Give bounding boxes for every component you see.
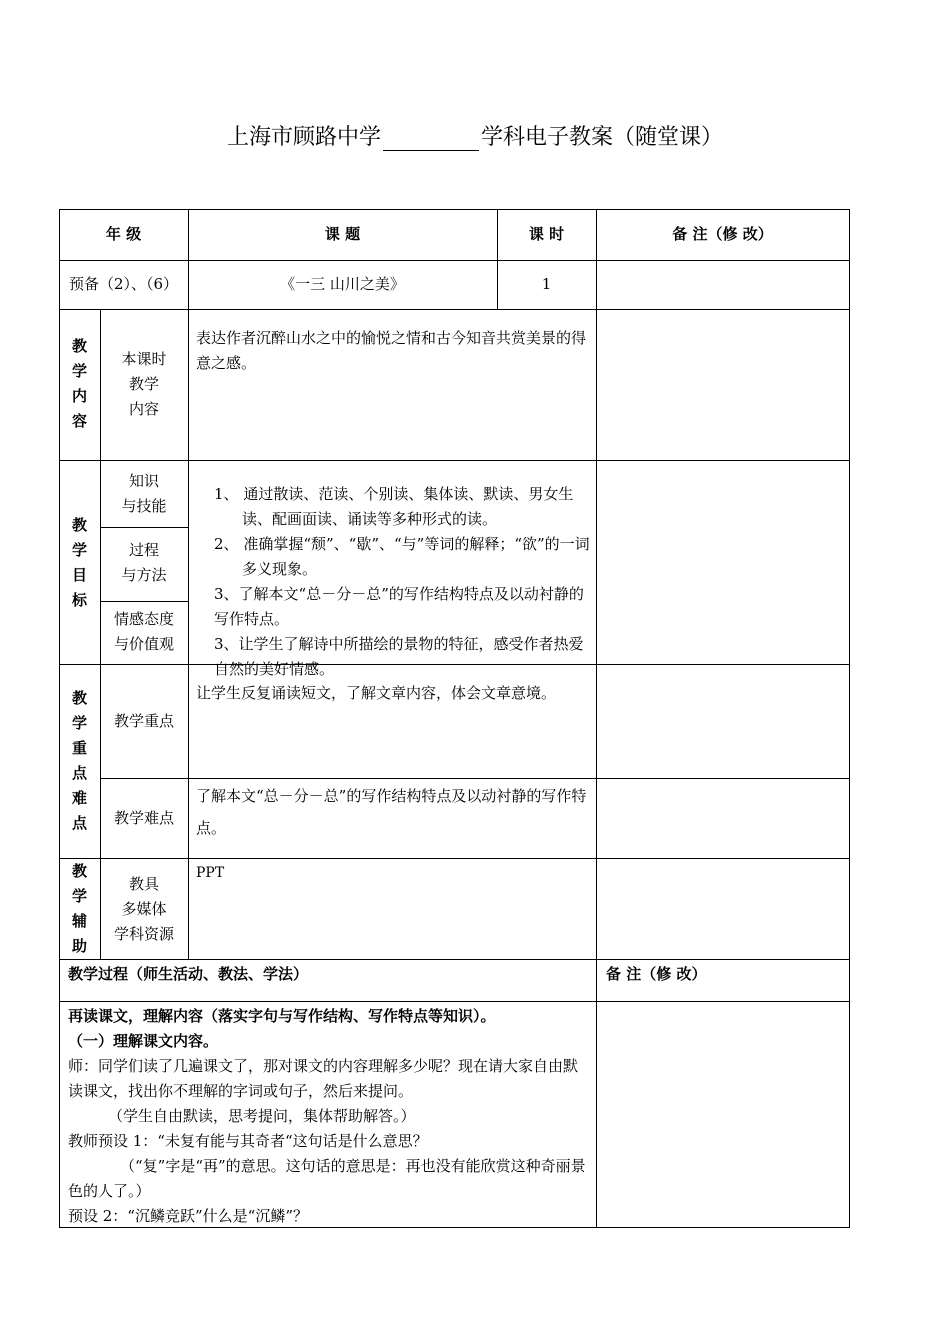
title-suffix: 学科电子教案（随堂课） [481,125,724,150]
aids-group-label: 教 学 辅 助 [71,862,87,955]
process-line: 教师预设 1：“未复有能与其奇者“这句话是什么意思？ [68,1132,428,1150]
process-line: （“复”字是“再”的意思。这句话的意思是：再也没有能欣赏这种奇丽景色的人了。） [68,1157,586,1200]
difficult-point-label: 教学难点 [113,808,174,827]
difficult-point-text: 了解本文“总－分－总”的写作结构特点及以动衬静的写作特点。 [196,787,587,837]
title-prefix: 上海市顾路中学 [226,125,381,150]
content-group-label: 教 学 内 容 [71,337,87,430]
topic-value: 《一三 山川之美》 [280,275,405,293]
process-body [68,1004,590,1229]
period-value: 1 [541,275,552,293]
process-line: 再读课文，理解内容（落实字句与写作结构、写作特点等知识）。 [68,1007,496,1025]
goal-item: 3、了解本文“总－分－总”的写作结构特点及以动衬静的写作特点。 [214,585,584,628]
process-line: 师：同学们读了几遍课文了，那对课文的内容理解多少呢？现在请大家自由默读课文，找出你不理解的字词或句子，然后来提问。 [68,1057,579,1100]
goal-list [192,482,592,678]
goals-group-label: 教 学 目 标 [71,516,87,609]
goal-label-process: 过程 与方法 [121,541,167,584]
keypoints-group-label: 教 学 重 点 难 点 [71,689,87,832]
aids-text: PPT [196,865,225,881]
header-topic: 课 题 [324,225,361,243]
content-label: 本课时 教学 内容 [121,350,167,418]
process-line: 预设 2：“沉鳞竞跃”什么是“沉鳞”？ [68,1207,308,1225]
goal-label-knowledge: 知识 与技能 [121,472,167,515]
process-line: （学生自由默读，思考提问，集体帮助解答。） [108,1107,416,1125]
title-subject-blank [383,128,479,151]
header-notes: 备 注（修 改） [672,225,773,243]
aids-label: 教具 多媒体 学科资源 [113,875,174,943]
header-grade: 年 级 [105,225,142,243]
goal-label-attitude: 情感态度 与价值观 [113,610,174,653]
process-line: （一）理解课文内容。 [68,1032,219,1050]
key-point-label: 教学重点 [113,711,174,730]
key-point-text: 让学生反复诵读短文，了解文章内容，体会文章意境。 [196,684,557,702]
grade-value: 预备（2）、（6） [68,275,179,293]
process-notes-heading: 备 注（修 改） [606,965,707,983]
goal-item: 3、让学生了解诗中所描绘的景物的特征，感受作者热爱自然的美好情感。 [214,635,584,678]
content-text: 表达作者沉醉山水之中的愉悦之情和古今知音共赏美景的得意之感。 [196,329,587,372]
process-heading: 教学过程（师生活动、教法、学法） [68,965,309,983]
goal-item: 1、 通过散读、范读、个别读、集体读、默读、男女生读、配画面读、诵读等多种形式的读。 [214,485,574,528]
goal-item: 2、 准确掌握“颓”、“歇”、“与”等词的解释；“欲”的一词多义现象。 [214,535,590,578]
page-title [0,120,950,151]
header-period: 课 时 [528,225,565,243]
